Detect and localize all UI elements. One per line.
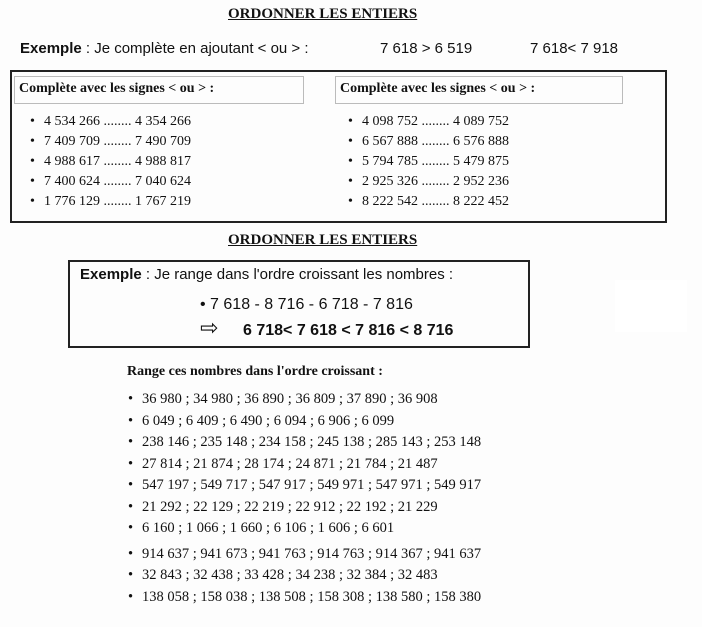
example-1-b: 7 618< 7 918: [530, 40, 619, 57]
right-exercise-list: [348, 112, 509, 212]
example-label: Exemple: [20, 40, 82, 57]
arrow-right-icon: ⇨: [200, 316, 219, 341]
example-2-text: : Je range dans l'ordre croissant les nombres :: [145, 266, 454, 283]
left-exercise-list: [30, 112, 191, 212]
left-exercise-heading: Complète avec les signes < ou > :: [14, 76, 304, 104]
example-2-sequence: [200, 296, 413, 314]
list-item: • 6 567 888 ........ 6 576 888: [348, 132, 509, 152]
example-1-a: 7 618 > 6 519: [380, 40, 473, 57]
blank-patch: [615, 280, 687, 332]
list-item: • 32 843 ; 32 438 ; 33 428 ; 34 238 ; 32 384 ; 32 483: [128, 565, 481, 587]
list-item: • 7 409 709 ........ 7 490 709: [30, 132, 191, 152]
example-2-result: 6 718< 7 618 < 7 816 < 8 716: [243, 322, 454, 339]
list-item: • 914 637 ; 941 673 ; 941 763 ; 914 763 ; 914 367 ; 941 637: [128, 544, 481, 566]
example-2-line: [80, 266, 453, 283]
list-item: • 138 058 ; 158 038 ; 138 508 ; 158 308 ; 138 580 ; 158 380: [128, 587, 481, 609]
list-item: • 2 925 326 ........ 2 952 236: [348, 172, 509, 192]
list-item: • 21 292 ; 22 129 ; 22 219 ; 22 912 ; 22 192 ; 21 229: [128, 497, 481, 519]
example-2-label: Exemple: [80, 266, 142, 283]
list-item: • 27 814 ; 21 874 ; 28 174 ; 24 871 ; 21 784 ; 21 487: [128, 454, 481, 476]
section-title: ORDONNER LES ENTIERS: [228, 232, 418, 248]
right-exercise-heading: Complète avec les signes < ou > :: [335, 76, 623, 104]
list-item: • 4 534 266 ........ 4 354 266: [30, 112, 191, 132]
list-item: • 4 098 752 ........ 4 089 752: [348, 112, 509, 132]
list-item: • 1 776 129 ........ 1 767 219: [30, 192, 191, 212]
list-item: • 5 794 785 ........ 5 479 875: [348, 152, 509, 172]
bullet-icon: •: [200, 296, 211, 313]
list-item: • 238 146 ; 235 148 ; 234 158 ; 245 138 ; 285 143 ; 253 148: [128, 432, 481, 454]
list-item: • 36 980 ; 34 980 ; 36 890 ; 36 809 ; 37 890 ; 36 908: [128, 389, 481, 411]
range-list: [128, 389, 481, 608]
list-item: • 4 988 617 ........ 4 988 817: [30, 152, 191, 172]
list-item: • 8 222 542 ........ 8 222 452: [348, 192, 509, 212]
list-item: • 547 197 ; 549 717 ; 547 917 ; 549 971 ; 547 971 ; 549 917: [128, 475, 481, 497]
list-item: • 7 400 624 ........ 7 040 624: [30, 172, 191, 192]
example-text: : Je complète en ajoutant < ou > :: [85, 40, 309, 57]
sequence-text: 7 618 - 8 716 - 6 718 - 7 816: [210, 296, 413, 313]
example-1: [20, 40, 309, 57]
list-item: • 6 160 ; 1 066 ; 1 660 ; 6 106 ; 1 606 ; 6 601: [128, 518, 481, 540]
range-instruction: Range ces nombres dans l'ordre croissant :: [127, 364, 383, 379]
page-title: ORDONNER LES ENTIERS: [228, 6, 418, 22]
list-item: • 6 049 ; 6 409 ; 6 490 ; 6 094 ; 6 906 ; 6 099: [128, 411, 481, 433]
